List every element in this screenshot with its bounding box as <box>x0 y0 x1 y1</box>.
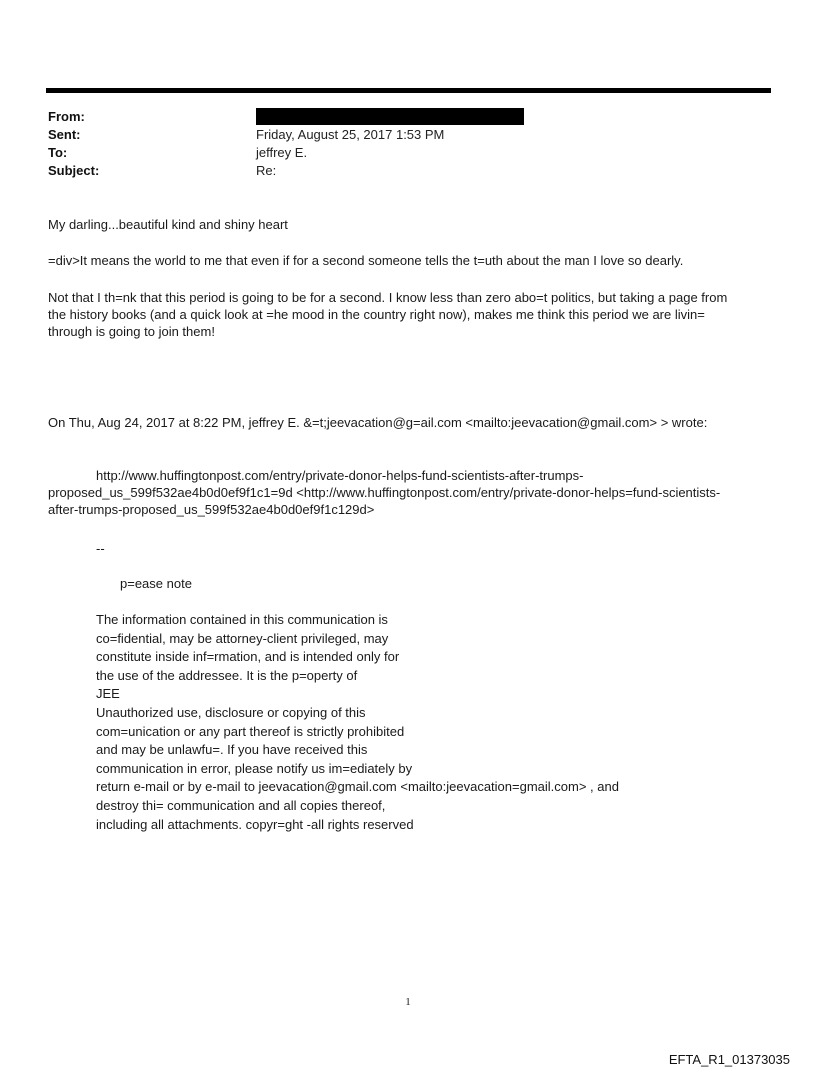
document-id: EFTA_R1_01373035 <box>668 1052 790 1067</box>
subject-label: Subject: <box>48 163 100 178</box>
redacted-sender-block <box>256 108 524 125</box>
disclaimer-line: and may be unlawfu=. If you have received this <box>96 742 368 758</box>
to-row <box>48 144 768 162</box>
from-row <box>48 108 768 126</box>
quoted-link-block <box>48 467 770 518</box>
from-label: From: <box>48 109 85 124</box>
disclaimer-line: destroy thi= communication and all copies thereof, <box>96 797 386 813</box>
signature-separator: -- <box>96 541 105 556</box>
disclaimer-line: the use of the addressee. It is the p=operty of <box>96 667 358 683</box>
to-label: To: <box>48 145 68 160</box>
disclaimer-line: including all attachments. copyr=ght -all rights reserved <box>96 816 414 832</box>
to-value: jeffrey E. <box>256 145 308 160</box>
quoted-link-line: http://www.huffingtonpost.com/entry/private-donor-helps-fund-scientists-after-trumps- <box>96 468 584 483</box>
disclaimer-line: Unauthorized use, disclosure or copying of this <box>96 704 366 720</box>
sent-label: Sent: <box>48 127 81 142</box>
confidentiality-disclaimer <box>96 611 696 834</box>
quote-attribution: On Thu, Aug 24, 2017 at 8:22 PM, jeffrey E. &=t;jeevacation@g=ail.com <mailto:jeevacation@gmail.com> > wrote: <box>48 415 708 430</box>
greeting: My darling...beautiful kind and shiny heart <box>48 217 288 232</box>
disclaimer-line: communication in error, please notify us im=ediately by <box>96 760 413 776</box>
disclaimer-line: constitute inside inf=rmation, and is intended only for <box>96 649 400 665</box>
subject-row <box>48 162 768 180</box>
please-note-text: p=ease note <box>120 576 192 591</box>
sent-row <box>48 126 768 144</box>
disclaimer-line: The information contained in this communication is <box>96 612 388 627</box>
disclaimer-line: JEE <box>96 686 120 702</box>
body-paragraph-1: =div>It means the world to me that even if for a second someone tells the t=uth about the man I love so dearly. <box>48 253 684 268</box>
page-number: 1 <box>405 996 411 1008</box>
disclaimer-line: return e-mail or by e-mail to jeevacation@gmail.com <mailto:jeevacation=gmail.com> , and <box>96 779 619 795</box>
body-paragraph-2-line: Not that I th=nk that this period is going to be for a second. I know less than zero abo=t politics, but taking a page from <box>48 290 728 305</box>
sent-value: Friday, August 25, 2017 1:53 PM <box>256 127 445 142</box>
quoted-link-line: after-trumps-proposed_us_599f532ae4b0d0ef9f1c129d> <box>48 502 375 517</box>
header-divider-rule <box>46 88 771 93</box>
email-header <box>48 108 768 180</box>
body-paragraph-2-line: through is going to join them! <box>48 324 215 339</box>
quoted-link-line: proposed_us_599f532ae4b0d0ef9f1c1=9d <http://www.huffingtonpost.com/entry/private-donor-helps=fund-scientists- <box>48 485 721 500</box>
body-paragraph-2-line: the history books (and a quick look at =he mood in the country right now), makes me think this period we are livin= <box>48 307 705 322</box>
subject-value: Re: <box>256 163 277 178</box>
disclaimer-line: co=fidential, may be attorney-client privileged, may <box>96 630 389 646</box>
body-paragraph-2 <box>48 289 770 340</box>
disclaimer-line: com=unication or any part thereof is strictly prohibited <box>96 723 405 739</box>
